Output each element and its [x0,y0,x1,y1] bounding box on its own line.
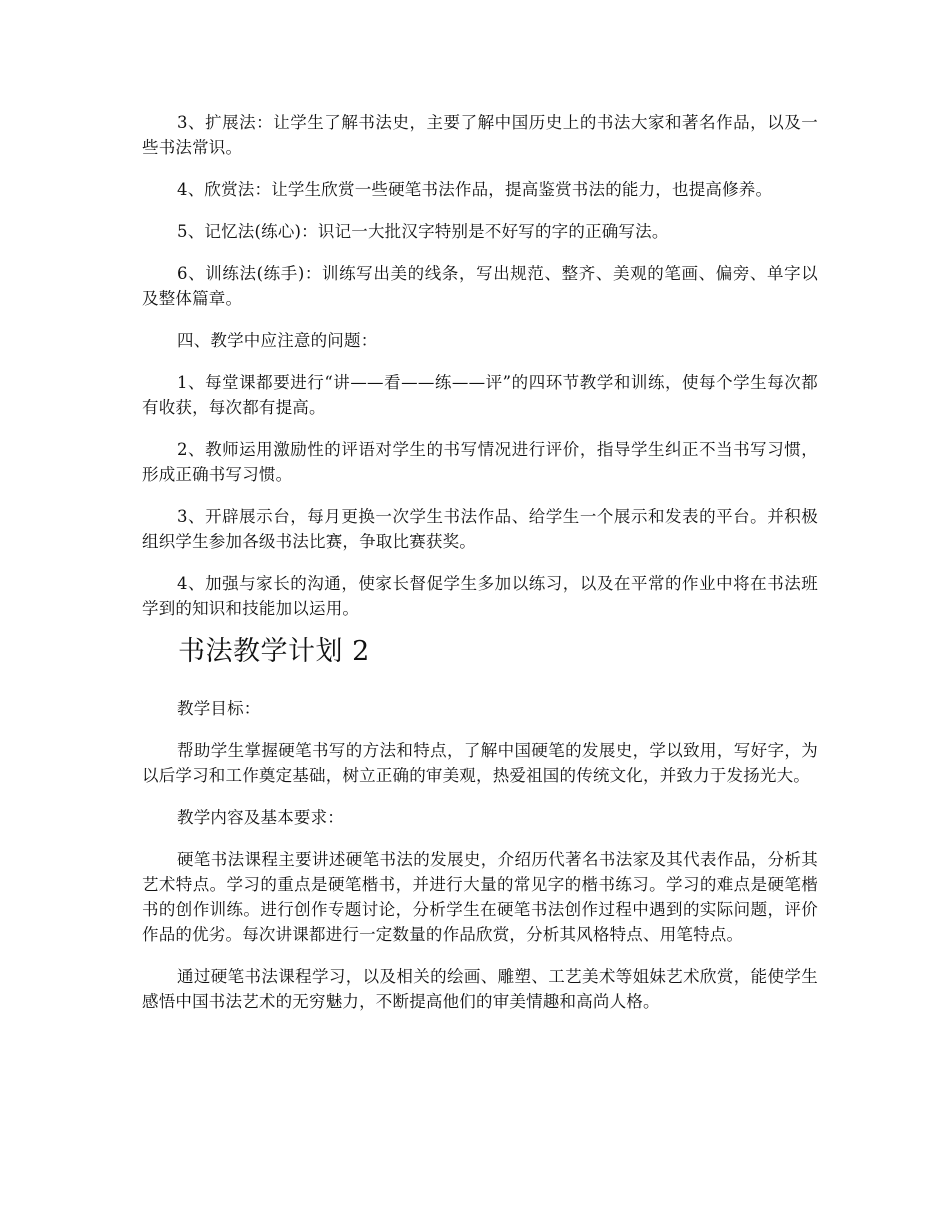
paragraph-section-four-title: 四、教学中应注意的问题： [177,331,378,350]
paragraph-conclusion: 通过硬笔书法课程学习，以及相关的绘画、雕塑、工艺美术等姐妹艺术欣赏，能使学生感悟中国书法艺术的无穷魅力，不断提高他们的审美情趣和高尚人格。 [142,967,818,1011]
paragraph-note-4: 4、加强与家长的沟通，使家长督促学生多加以练习，以及在平常的作业中将在书法班学到的知识和技能加以运用。 [142,574,818,618]
paragraph-training-method: 6、训练法(练手)：训练写出美的线条，写出规范、整齐、美观的笔画、偏旁、单字以及整体篇章。 [142,264,818,308]
paragraph-memory-method: 5、记忆法(练心)：识记一大批汉字特别是不好写的字的正确写法。 [177,222,669,241]
paragraph-content-body: 硬笔书法课程主要讲述硬笔书法的发展史，介绍历代著名书法家及其代表作品，分析其艺术特点。学习的重点是硬笔楷书，并进行大量的常见字的楷书练习。学习的难点是硬笔楷书的创作训练。进行创作专题讨论，分析学生在硬笔书法创作过程中遇到的实际问题，评价作品的优劣。每次讲课都进行一定数量的作品欣赏，分析其风格特点、用笔特点。 [142,850,818,944]
paragraph-goals-title: 教学目标： [177,699,261,718]
paragraph-note-1: 1、每堂课都要进行“讲——看——练——评”的四环节教学和训练，使每个学生每次都有收获，每次都有提高。 [142,373,818,417]
paragraph-note-3: 3、开辟展示台，每月更换一次学生书法作品、给学生一个展示和发表的平台。并积极组织学生参加各级书法比赛，争取比赛获奖。 [142,507,818,551]
section-heading: 书法教学计划 2 [178,636,370,667]
document-page [142,110,818,1014]
paragraph-note-2: 2、教师运用激励性的评语对学生的书写情况进行评价，指导学生纠正不当书写习惯，形成正确书写习惯。 [142,440,818,484]
paragraph-goals-body: 帮助学生掌握硬笔书写的方法和特点，了解中国硬笔的发展史，学以致用，写好字，为以后学习和工作奠定基础，树立正确的审美观，热爱祖国的传统文化，并致力于发扬光大。 [142,741,818,785]
paragraph-expansion-method: 3、扩展法：让学生了解书法史，主要了解中国历史上的书法大家和著名作品，以及一些书法常识。 [142,113,818,157]
paragraph-content-title: 教学内容及基本要求： [177,808,344,827]
paragraph-appreciation-method: 4、欣赏法：让学生欣赏一些硬笔书法作品，提高鉴赏书法的能力，也提高修养。 [177,180,773,199]
